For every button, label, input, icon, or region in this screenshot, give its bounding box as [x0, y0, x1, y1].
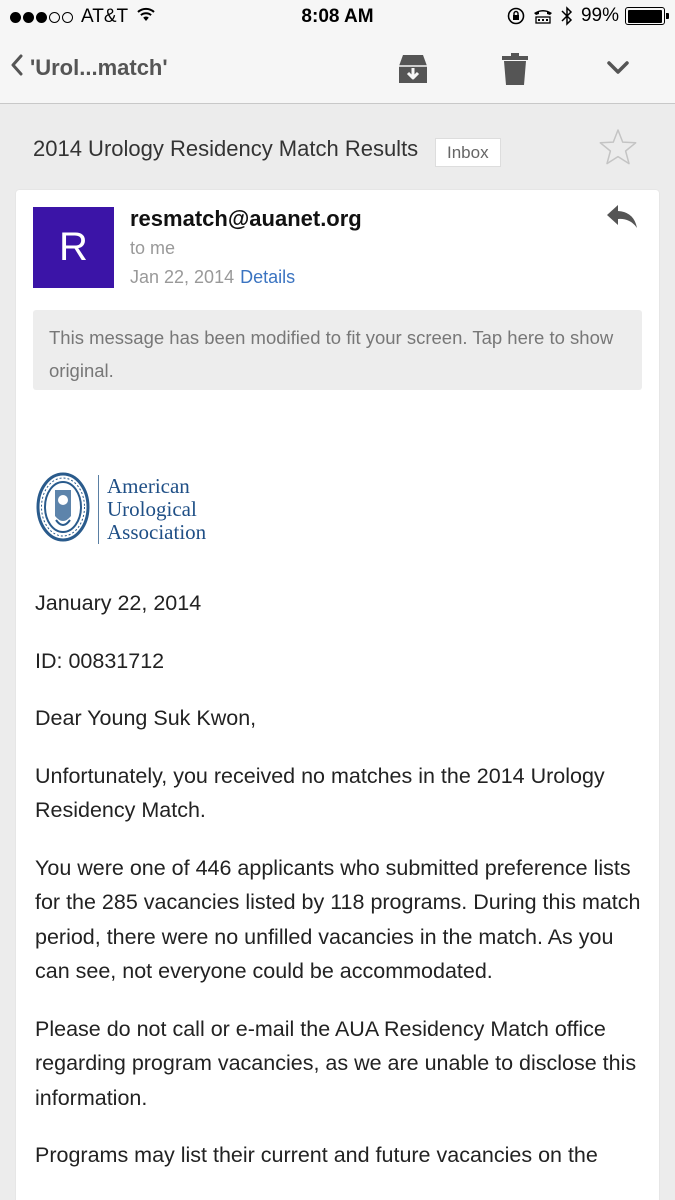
bluetooth-icon [561, 6, 573, 26]
message-subject: 2014 Urology Residency Match Results [33, 136, 419, 161]
inbox-label[interactable]: Inbox [435, 138, 501, 167]
logo-text [98, 475, 206, 544]
recipient: to me [130, 238, 176, 258]
status-bar [0, 0, 675, 34]
reply-icon[interactable] [606, 204, 638, 235]
message-card [16, 190, 659, 1200]
date-row [130, 267, 295, 288]
message-date: Jan 22, 2014 [130, 267, 235, 287]
battery-percent: 99% [580, 5, 619, 26]
tty-icon [533, 8, 553, 24]
status-right [499, 5, 665, 27]
archive-icon[interactable] [397, 52, 429, 91]
chevron-down-icon[interactable] [606, 60, 630, 81]
body-paragraph: Unfortunately, you received no matches in the 2014 Urology Residency Match. [35, 763, 605, 822]
modified-notice[interactable]: This message has been modified to fit your screen. Tap here to show original. [33, 310, 642, 390]
battery-icon [625, 7, 665, 25]
clock: 8:08 AM [301, 6, 374, 27]
navigation-bar [0, 34, 675, 104]
back-label: 'Urol...match' [30, 54, 168, 80]
greeting: Dear Young Suk Kwon, [35, 706, 257, 730]
logo-line-2: Urological [107, 497, 197, 521]
applicant-id: ID: 00831712 [35, 648, 165, 673]
logo-line-3: Association [107, 520, 207, 544]
avatar-letter: R [59, 225, 88, 269]
body-paragraph: Please do not call or e-mail the AUA Residency Match office regarding program vacancies, as we are unable to disclose this information. [35, 1016, 637, 1110]
chevron-left-icon [10, 54, 24, 81]
star-icon[interactable] [598, 127, 638, 172]
details-link[interactable]: Details [240, 267, 296, 287]
carrier-name: AT&T [81, 6, 129, 27]
body-paragraph: You were one of 446 applicants who submitted preference lists for the 285 vacancies listed by 118 programs. During this match period, there were no unfilled vacancies in the match. As you can see, not everyone could be accommodated. [35, 855, 641, 983]
back-button[interactable] [10, 54, 168, 81]
avatar [33, 207, 114, 288]
message-body [35, 586, 647, 1196]
body-paragraph: Programs may list their current and future vacancies on the [35, 1143, 598, 1167]
aua-logo [36, 472, 206, 547]
subject-row [0, 104, 675, 192]
logo-line-1: American [107, 474, 190, 498]
trash-icon[interactable] [501, 52, 529, 91]
rotation-lock-icon [507, 7, 525, 25]
aua-seal-icon [36, 472, 90, 547]
sender-email[interactable]: resmatch@auanet.org [130, 206, 362, 231]
body-date: January 22, 2014 [35, 591, 202, 615]
